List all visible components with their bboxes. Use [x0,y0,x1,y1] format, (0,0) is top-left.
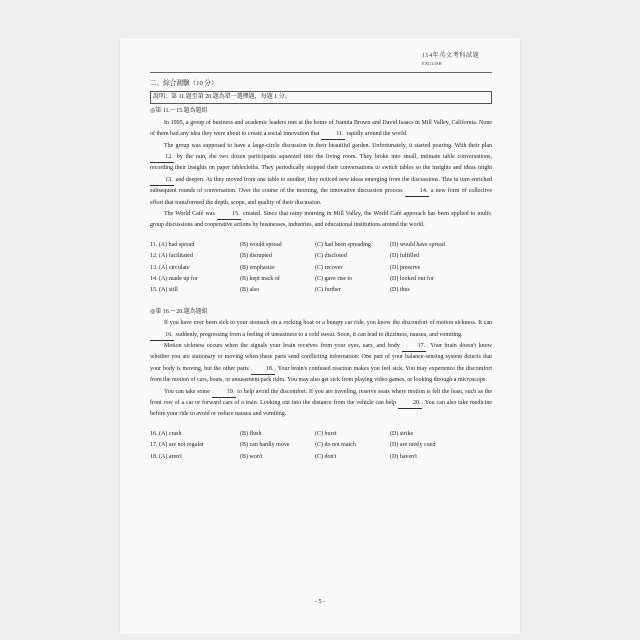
option-b: (B) won't [240,453,263,460]
options-group2 [150,429,492,463]
header-subtitle: ENGLISH [422,61,443,66]
option-b: (B) kept track of [240,276,280,283]
option-c: (C) burst [315,430,337,437]
blank-16: 16. [150,331,174,341]
blank-15: 15. [217,210,241,220]
option-a: 15. (A) still [150,287,178,294]
option-row [150,429,492,440]
passage-text: . Your brain doesn't know whether you are stationary or moving when these parts send conflicting information: One part of your balance-sensing system detects that your body is moving, but the other parts [150,343,492,372]
option-a: 13. (A) circulate [150,264,190,271]
passage-text: . You can also take medicine before your ride to avoid or reduce nausea and vomiting. [150,400,492,418]
passage-text: Motion sickness occurs when the signals your brain receives from your eyes, ears, and body [164,343,403,350]
option-row [150,240,492,251]
blank-13: 13. [150,176,174,186]
option-d: (D) fulfilled [390,253,420,260]
option-row [150,263,492,274]
group-label-16-20: ◎第 16.～20.題為題組 [150,308,208,315]
option-d: (D) would have spread [390,241,445,248]
blank-18: 18. [251,365,275,375]
option-c: (C) gave rise to [315,276,353,283]
passage-text: rapidly around the world. [344,131,408,138]
group-label-11-15: ◎第 11.～15.題為題組 [150,108,208,115]
option-d: (D) strike [390,430,414,437]
passage-text: If you have ever been sick to your stomach on a rocking boat or a bumpy car ride, you know the discomfort of motion sickness. It can [164,320,492,327]
passage-text: . Your brain's confused reaction makes you feel sick. You may experience the discomfort from the motion of cars, boats, or amusement park rides. You may also get sick from playing video games, or looking through a microscope. [150,365,492,384]
option-d: (D) are rarely cued [390,442,436,449]
blank-19: 19. [212,388,236,398]
passage-paragraph [150,318,492,341]
exam-content [150,78,492,463]
options-group1 [150,240,492,297]
passage-paragraph [150,118,492,141]
passage-text: You can take some [164,388,212,395]
page-header [422,52,479,68]
passage-paragraph [150,141,492,209]
passage-text: The World Café was [164,211,217,218]
blank-11: 11. [321,130,345,140]
passage-group2 [150,318,492,421]
option-a: 12. (A) facilitated [150,253,193,260]
option-a: 17. (A) are not regular [150,442,204,449]
option-row [150,285,492,296]
option-c: (C) disclosed [315,253,347,260]
option-d: (D) preserve [390,264,421,271]
option-c: (C) had been spreading [315,241,371,248]
blank-17: 17. [402,342,426,352]
option-row [150,452,492,463]
option-c: (C) further [315,287,341,294]
blank-20: 20. [398,399,422,409]
header-rule [150,72,492,73]
option-c: (C) don't [315,453,337,460]
option-a: 14. (A) made up for [150,276,198,283]
option-c: (C) do not match [315,442,356,449]
page-number: - 5 - [314,598,326,605]
option-b: (B) disrupted [240,253,272,260]
option-d: (D) haven't [390,453,417,460]
blank-12: 12. [150,153,174,163]
option-row [150,440,492,451]
option-b: (B) emphasize [240,264,275,271]
option-d: (D) thus [390,287,410,294]
passage-text: suddenly, progressing from a feeling of uneasiness to a cold sweat. Soon, it can lead to dizziness, nausea, and vomiting. [174,331,463,338]
option-a: 16. (A) crash [150,430,182,437]
option-row [150,251,492,262]
section-instruction: 說明：第 11.題至第 20.題為單一選擇題，每題 1 分。 [150,91,492,104]
option-a: 11. (A) had spread [150,241,195,248]
section-title: 二、綜合測驗（10 分） [150,80,218,87]
option-b: (B) can hardly move [240,442,290,449]
passage-group1 [150,118,492,232]
option-a: 18. (A) aren't [150,453,182,460]
passage-paragraph [150,209,492,232]
passage-text: and deepen. As they moved from one table to another, they noticed new ideas emerging from the discussions. This in turn enriched subsequent rounds of conversation. Over the course of the morning, the innovative discussion process [150,176,492,195]
passage-text: a new form of collective effort that transformed the depth, scope, and quality of their discussion. [150,188,493,206]
header-title: 114年英文考科試題 [422,52,480,59]
passage-text: The group was supposed to have a large-circle discussion in their beautiful garden. Unfortunately, it started pouring. With their plan [164,142,492,149]
option-b: (B) would spread [240,241,282,248]
option-b: (B) flush [240,430,262,437]
passage-text: created. Since that rainy morning in Mill Valley, the World Café approach has been applied to multi-group discussions and cooperative actions by businesses, industries, and educational institutions around the world. [150,211,492,229]
passage-paragraph [150,341,492,387]
passage-text: In 1995, a group of business and academic leaders met at the home of Juanita Brown and David Isaacs in Mill Valley, California. None of them had any idea they were about to create a social innovation that [150,119,492,138]
passage-text: by the rain, the two dozen participants squeezed into the living room. They broke into small, intimate table conversations, recording their insights on paper tablecloths. They periodically stopped their conversations to switch tables so the insights and ideas might [150,154,492,172]
option-row [150,274,492,285]
passage-paragraph [150,387,492,421]
blank-14: 14. [405,187,429,197]
option-d: (D) looked out for [390,276,434,283]
option-c: (C) recover [315,264,343,271]
passage-text: to help avoid the discomfort. If you are traveling, reserve seats where motion is felt the least, such as the front row of a car or forward cars of a train. Looking out into the distance from the vehicle can help [150,388,493,407]
option-b: (B) also [240,287,260,294]
